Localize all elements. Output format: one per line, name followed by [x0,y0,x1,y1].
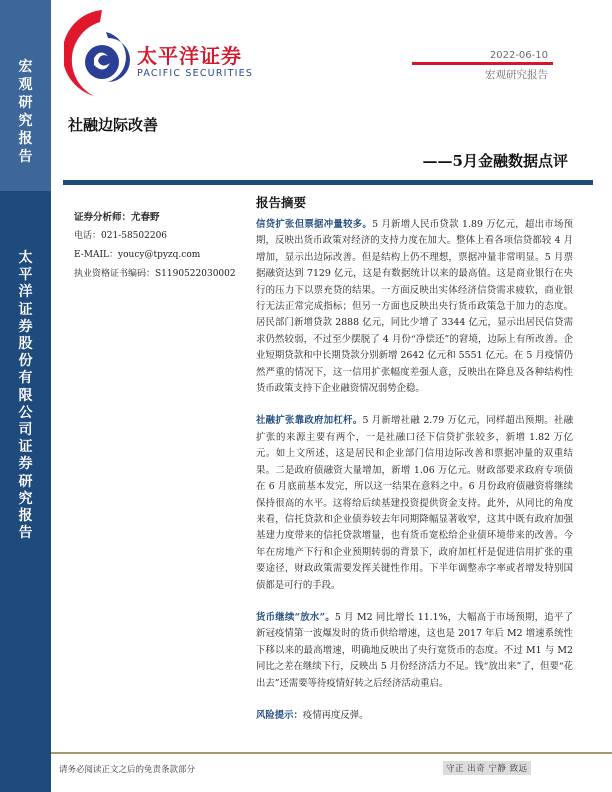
footer-motto: 守正 出奇 宁静 致远 [443,761,531,775]
analyst-email: E-MAIL：youcy@tpyzq.com [74,250,201,260]
summary-body [256,217,573,740]
report-title: 社融边际改善 [68,116,159,134]
paragraph-text: 5 月新增人民币贷款 1.89 万亿元，超出市场预期，反映出货币政策对经济的支持力度在加大。整体上看各项信贷都较 4 月增加，显示出边际改善。但是结构上仍不理想，票据冲量非常明显。5 月票据融资达到 7129 亿元，这是有数据统计以来的最高值。这是商业银行在央行的压力下以票充贷的结果。一方面反映出实体经济信贷需求疲软，商业银行无法正常完成指标；但另一方面也反映出央行货币政策急于加力的态度。居民部门新增贷款 2888 亿元，同比少增了 3344 亿元，显示出居民信贷需求仍然较弱，不过至少摆脱了 4 月份“净偿还”的窘境，边际上有所改善。企业短期贷款和中长期贷款分别新增 2642 亿元和 5551 亿元。在 5 月疫情仍然严重的情况下，这一信用扩张幅度差强人意，反映出在降息及各种结构性货币政策支持下企业融资情况弱势企稳。 [256,219,573,395]
paragraph-text: 5 月 M2 同比增长 11.1%，大幅高于市场预期，追平了新冠疫情第一波爆发时的货币供给增速，这也是 2017 年后 M2 增速系统性下移以来的最高增速，明确地反映出了央行宽货币的态度。不过 M1 与 M2 同比之差在继续下行，反映出 5 月份经济活力不足。钱“放出来”了，但要“花出去”还需要等待疫情好转之后经济活动重启。 [256,611,573,689]
report-type: 宏观研究报告 [485,69,548,81]
footer-divider [51,752,612,754]
paragraph-highlight: 风险提示： [256,709,303,721]
header-red-divider [412,62,553,65]
brand-name-en: PACIFIC SECURITIES [137,68,254,79]
sidebar-company-label: 太 平 洋 证 券 股 份 有 限 公 司 证 券 研 究 报 告 [18,250,33,542]
paragraph-text: 5 月新增社融 2.79 万亿元，同样超出预期。社融扩张的来源主要有两个，一是社融口径下信贷扩张较多，新增 1.82 万亿元。如上文所述，这是居民和企业部门信用边际改善和票据冲量的双重结果。二是政府债融资大量增加，新增 1.06 万亿元。财政部要求政府专项债在 6 月底前基本发完，所以这一结果在意料之中。6 月份政府债融资将继续保持很高的水平。这将给后续基建投资提供资金支持。此外，从同比的角度来看，信托贷款和企业债券较去年同期降幅显著收窄，这其中既有政府加强基建力度带来的信托贷款增量，也有货币宽松给企业债环境带来的改善。今年在房地产下行和企业预期转弱的背景下，政府加杠杆是促进信用扩张的重要途径，财政政策需要发挥关键性作用。下半年调整赤字率或者增发特别国债都是可行的手段。 [256,415,573,591]
summary-paragraph-money-supply [256,610,573,692]
brand-name-cn: 太平洋证券 [137,44,242,68]
analyst-license: 执业资格证书编码：S1190522030002 [74,269,236,279]
analyst-info [74,208,236,284]
analyst-phone: 电话：021-58502206 [74,231,168,241]
sidebar-report-category: 宏 观 研 究 报 告 [18,59,33,165]
report-date: 2022-06-10 [489,50,548,61]
summary-paragraph-credit [256,217,573,397]
summary-paragraph-social-financing [256,413,573,593]
report-subtitle: ——5月金融数据点评 [422,152,568,170]
summary-heading: 报告摘要 [256,195,307,210]
title-blue-divider [63,180,593,185]
analyst-name: 证券分析师：尤春野 [74,212,160,223]
pacific-securities-logo-icon [64,8,144,100]
paragraph-highlight: 社融扩张靠政府加杠杆。 [256,415,363,427]
paragraph-highlight: 货币继续“放水”。 [256,611,335,623]
paragraph-highlight: 信贷扩张但票据冲量较多。 [256,219,373,230]
paragraph-text: 疫情再度反弹。 [302,709,369,721]
summary-paragraph-risk [256,708,573,724]
footer-disclaimer: 请务必阅读正文之后的免责条款部分 [59,765,196,775]
